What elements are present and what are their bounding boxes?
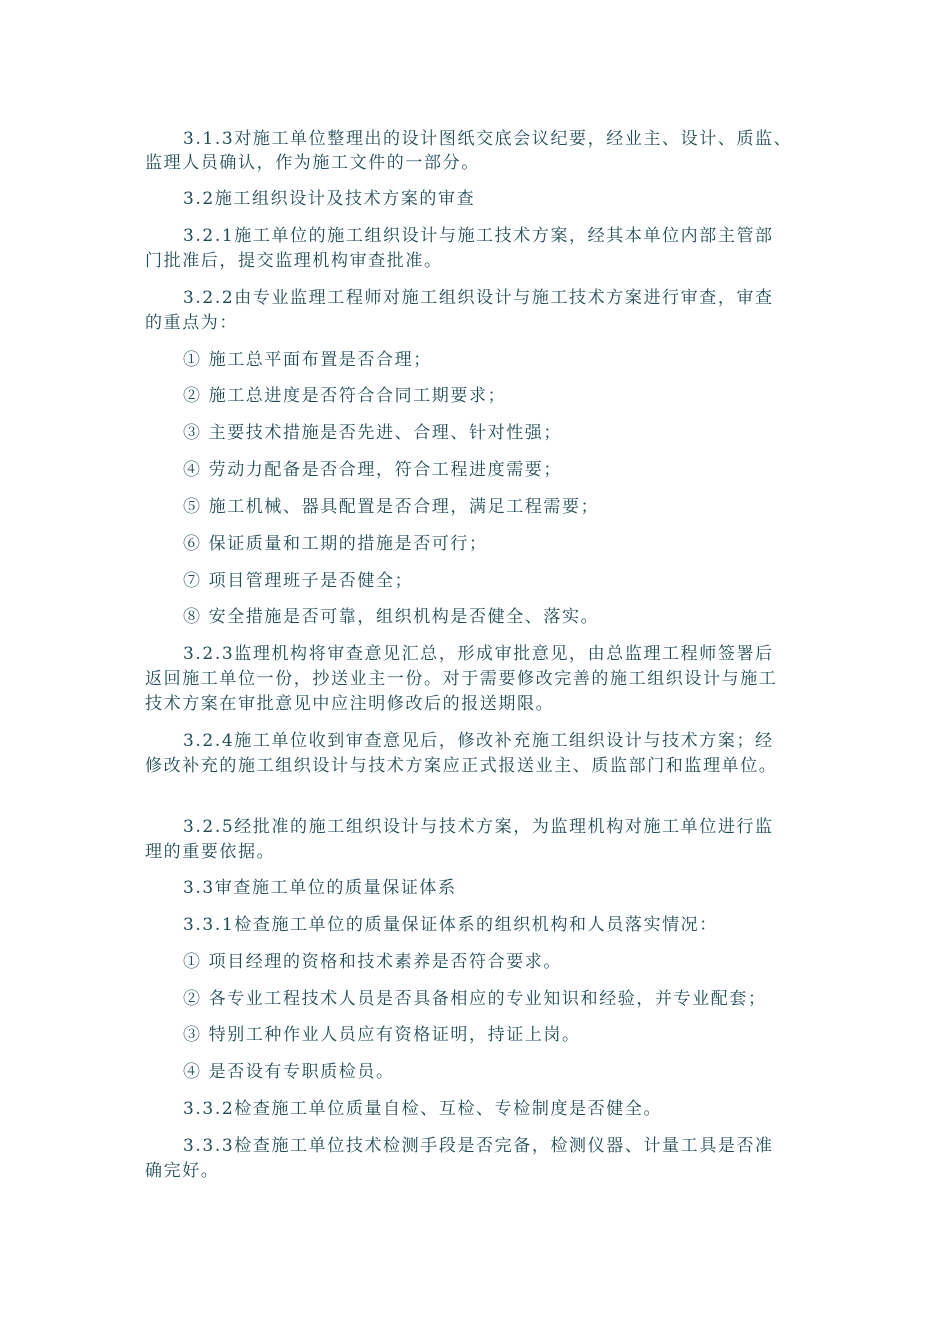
paragraph-line: 理的重要依据。 [145, 842, 276, 862]
paragraph-line: 3.3.1检查施工单位的质量保证体系的组织机构和人员落实情况： [183, 915, 718, 935]
paragraph-line: 返回施工单位一份，抄送业主一份。对于需要修改完善的施工组织设计与施工 [145, 669, 778, 689]
list-item: ⑤ 施工机械、器具配置是否合理，满足工程需要； [183, 497, 600, 517]
list-item: ⑧ 安全措施是否可靠，组织机构是否健全、落实。 [183, 607, 600, 627]
paragraph-line: 3.2.2由专业监理工程师对施工组织设计与施工技术方案进行审查，审查 [183, 288, 774, 308]
paragraph-line: 技术方案在审批意见中应注明修改后的报送期限。 [145, 694, 555, 714]
list-item: ① 项目经理的资格和技术素养是否符合要求。 [183, 952, 563, 972]
paragraph-line: 3.2.1施工单位的施工组织设计与施工技术方案，经其本单位内部主管部 [183, 226, 774, 246]
paragraph-line: 门批准后，提交监理机构审查批准。 [145, 251, 443, 271]
section-heading: 3.2施工组织设计及技术方案的审查 [183, 189, 476, 209]
list-item: ⑦ 项目管理班子是否健全； [183, 571, 414, 591]
list-item: ② 各专业工程技术人员是否具备相应的专业知识和经验，并专业配套； [183, 989, 767, 1009]
list-item: ④ 劳动力配备是否合理，符合工程进度需要； [183, 460, 563, 480]
paragraph-line: 3.2.5经批准的施工组织设计与技术方案，为监理机构对施工单位进行监 [183, 817, 774, 837]
list-item: ③ 特别工种作业人员应有资格证明，持证上岗。 [183, 1025, 581, 1045]
paragraph-line: 3.3.3检查施工单位技术检测手段是否完备，检测仪器、计量工具是否准 [183, 1136, 774, 1156]
paragraph-line: 3.2.4施工单位收到审查意见后，修改补充施工组织设计与技术方案；经 [183, 731, 774, 751]
section-heading: 3.3审查施工单位的质量保证体系 [183, 878, 457, 898]
list-item: ① 施工总平面布置是否合理； [183, 350, 432, 370]
paragraph-line: 3.1.3对施工单位整理出的设计图纸交底会议纪要，经业主、设计、质监、 [183, 129, 793, 149]
paragraph-line: 的重点为： [145, 313, 238, 333]
paragraph-line: 确完好。 [145, 1161, 220, 1181]
list-item: ② 施工总进度是否符合合同工期要求； [183, 386, 507, 406]
list-item: ⑥ 保证质量和工期的措施是否可行； [183, 534, 488, 554]
paragraph-line: 3.2.3监理机构将审查意见汇总，形成审批意见，由总监理工程师签署后 [183, 644, 774, 664]
list-item: ③ 主要技术措施是否先进、合理、针对性强； [183, 423, 563, 443]
paragraph-line: 3.3.2检查施工单位质量自检、互检、专检制度是否健全。 [183, 1099, 663, 1119]
paragraph-line: 监理人员确认，作为施工文件的一部分。 [145, 153, 480, 173]
paragraph-line: 修改补充的施工组织设计与技术方案应正式报送业主、质监部门和监理单位。 [145, 756, 778, 776]
list-item: ④ 是否设有专职质检员。 [183, 1062, 395, 1082]
